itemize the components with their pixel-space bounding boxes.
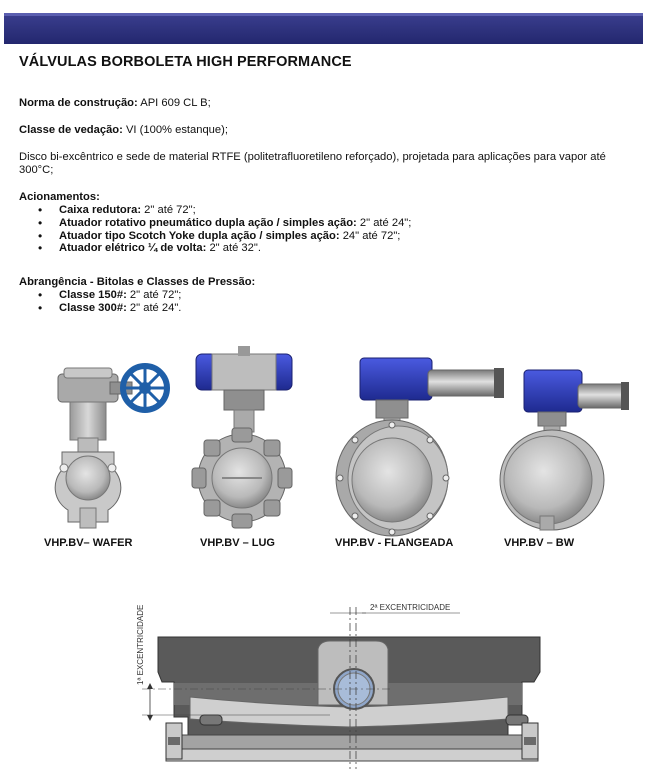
wafer-valve-image (55, 366, 167, 528)
header-banner (4, 13, 643, 44)
caption-bw: VHP.BV – BW (504, 537, 575, 549)
caption-wafer: VHP.BV– WAFER (44, 537, 133, 549)
description: Disco bi-excêntrico e sede de material RTFE (politetrafluoretileno reforçado), projetada para aplicações para vapor até 300°C; (19, 151, 606, 176)
valve-illustrations (0, 340, 649, 550)
lug-valve-image (192, 346, 292, 528)
abrangencia-heading: Abrangência - Bitolas e Classes de Pressão: (19, 276, 256, 288)
list-item: • Atuador elétrico ¼ de volta: 2" até 32". (19, 242, 411, 255)
page-title: VÁLVULAS BORBOLETA HIGH PERFORMANCE (19, 54, 352, 70)
caption-flangeada: VHP.BV - FLANGEADA (335, 537, 454, 549)
list-item: • Atuador rotativo pneumático dupla ação / simples ação: 2" até 24"; (19, 217, 411, 230)
bw-valve-image (500, 370, 629, 530)
list-item: • Classe 150#: 2" até 72"; (19, 289, 181, 302)
second-eccentricity-label: 2ª EXCENTRICIDADE (370, 603, 451, 612)
first-eccentricity-label: 1ª EXCENTRICIDADE (136, 604, 145, 685)
list-item: • Classe 300#: 2" até 24". (19, 302, 181, 315)
list-item: • Caixa redutora: 2" até 72"; (19, 204, 411, 217)
classe-label: Classe de vedação: (19, 124, 123, 136)
norma-label: Norma de construção: (19, 97, 138, 109)
flanged-valve-image (336, 358, 504, 536)
list-item: • Atuador tipo Scotch Yoke dupla ação / simples ação: 24" até 72"; (19, 230, 411, 243)
classe-value: VI (100% estanque); (122, 124, 228, 136)
classe-line (19, 124, 228, 137)
acionamentos-list (19, 204, 411, 255)
norma-value: API 609 CL B; (137, 97, 211, 109)
caption-lug: VHP.BV – LUG (200, 537, 275, 549)
acionamentos-heading: Acionamentos: (19, 191, 100, 203)
abrangencia-list (19, 289, 181, 315)
cross-section-diagram (130, 597, 570, 769)
norma-line (19, 97, 211, 110)
